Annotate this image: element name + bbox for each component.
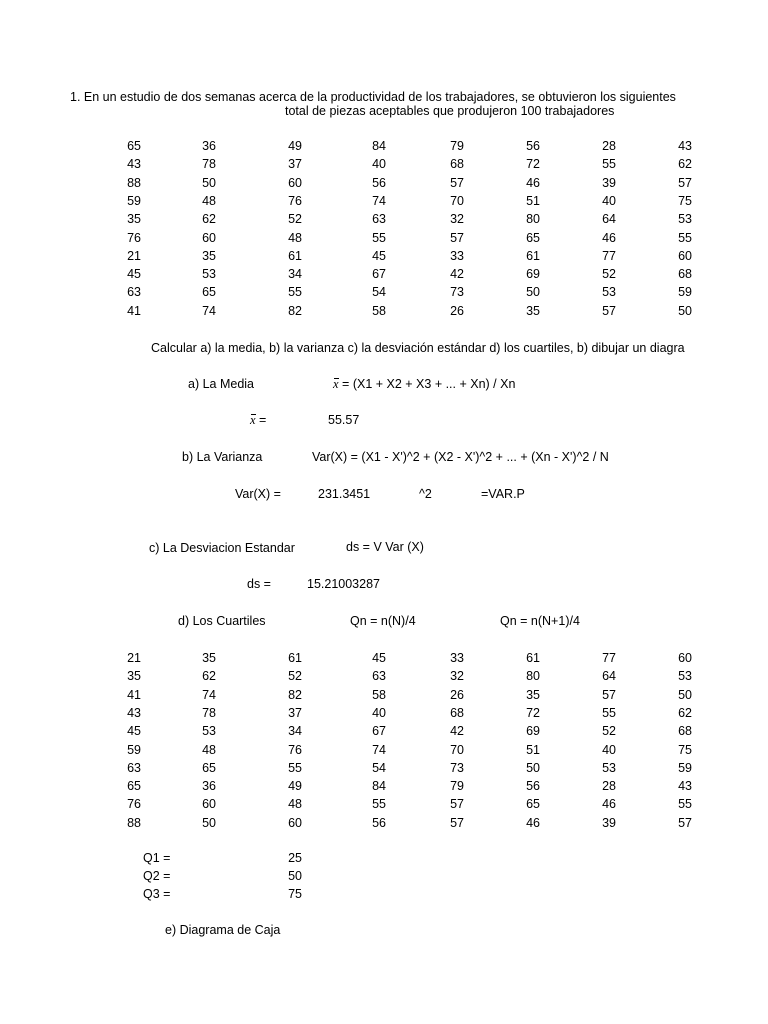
raw-data-cell: 35 [526, 303, 540, 318]
sorted-data-cell: 43 [678, 779, 692, 794]
raw-data-cell: 76 [127, 230, 141, 245]
sorted-data-cell: 69 [526, 724, 540, 739]
raw-data-cell: 34 [288, 267, 302, 282]
raw-data-cell: 50 [678, 303, 692, 318]
desviacion-formula: ds = V Var (X) [346, 540, 424, 554]
raw-data-cell: 35 [127, 212, 141, 227]
raw-data-cell: 50 [526, 285, 540, 300]
desviacion-result-label: ds = [247, 577, 271, 591]
sorted-data-cell: 34 [288, 724, 302, 739]
raw-data-cell: 43 [127, 157, 141, 172]
raw-data-cell: 21 [127, 248, 141, 263]
raw-data-cell: 68 [678, 267, 692, 282]
media-result-label [250, 413, 266, 428]
sorted-data-cell: 43 [127, 705, 141, 720]
raw-data-cell: 45 [372, 248, 386, 263]
raw-data-cell: 32 [450, 212, 464, 227]
raw-data-cell: 69 [526, 267, 540, 282]
raw-data-cell: 48 [202, 193, 216, 208]
sorted-data-cell: 50 [526, 760, 540, 775]
raw-data-cell: 52 [288, 212, 302, 227]
sorted-data-cell: 55 [288, 760, 302, 775]
sorted-data-cell: 46 [602, 797, 616, 812]
sorted-data-cell: 50 [678, 687, 692, 702]
sorted-data-cell: 59 [678, 760, 692, 775]
sorted-data-cell: 68 [450, 705, 464, 720]
raw-data-cell: 82 [288, 303, 302, 318]
sorted-data-cell: 67 [372, 724, 386, 739]
sorted-data-cell: 60 [202, 797, 216, 812]
raw-data-cell: 59 [678, 285, 692, 300]
sorted-data-cell: 65 [127, 779, 141, 794]
sorted-data-cell: 72 [526, 705, 540, 720]
varianza-result-label: Var(X) = [235, 487, 281, 501]
raw-data-cell: 70 [450, 193, 464, 208]
cuartiles-label: d) Los Cuartiles [178, 614, 266, 628]
raw-data-cell: 73 [450, 285, 464, 300]
raw-data-cell: 36 [202, 139, 216, 153]
raw-data-cell: 40 [602, 193, 616, 208]
cuartiles-formula1: Qn = n(N)/4 [350, 614, 416, 628]
sorted-data-cell: 40 [372, 705, 386, 720]
raw-data-cell: 52 [602, 267, 616, 282]
raw-data-cell: 65 [202, 285, 216, 300]
sorted-data-cell: 35 [202, 651, 216, 665]
sorted-data-cell: 70 [450, 742, 464, 757]
sorted-data-cell: 57 [602, 687, 616, 702]
sorted-data-cell: 57 [678, 815, 692, 830]
sorted-data-cell: 63 [372, 669, 386, 684]
raw-data-cell: 65 [526, 230, 540, 245]
quartile-label: Q3 = [143, 887, 171, 901]
raw-data-cell: 45 [127, 267, 141, 282]
raw-data-cell: 63 [127, 285, 141, 300]
raw-data-cell: 84 [372, 139, 386, 153]
raw-data-cell: 57 [450, 175, 464, 190]
sorted-data-cell: 84 [372, 779, 386, 794]
sorted-data-cell: 55 [372, 797, 386, 812]
sorted-data-cell: 33 [450, 651, 464, 665]
sorted-data-cell: 88 [127, 815, 141, 830]
media-formula [333, 377, 515, 392]
raw-data-cell: 56 [526, 139, 540, 153]
sorted-data-cell: 62 [202, 669, 216, 684]
problem-intro-line2: total de piezas aceptables que produjeron 100 trabajadores [285, 104, 615, 118]
sorted-data-cell: 52 [288, 669, 302, 684]
raw-data-cell: 42 [450, 267, 464, 282]
desviacion-label: c) La Desviacion Estandar [149, 541, 295, 555]
raw-data-cell: 37 [288, 157, 302, 172]
cuartiles-formula2: Qn = n(N+1)/4 [500, 614, 580, 628]
raw-data-cell: 51 [526, 193, 540, 208]
raw-data-cell: 74 [372, 193, 386, 208]
raw-data-cell: 54 [372, 285, 386, 300]
raw-data-cell: 55 [602, 157, 616, 172]
sorted-data-cell: 60 [288, 815, 302, 830]
raw-data-cell: 43 [678, 139, 692, 153]
raw-data-cell: 67 [372, 267, 386, 282]
raw-data-cell: 55 [372, 230, 386, 245]
raw-data-cell: 55 [678, 230, 692, 245]
raw-data-cell: 58 [372, 303, 386, 318]
sorted-data-cell: 65 [202, 760, 216, 775]
raw-data-cell: 57 [602, 303, 616, 318]
sorted-data-cell: 64 [602, 669, 616, 684]
sorted-data-cell: 73 [450, 760, 464, 775]
raw-data-cell: 77 [602, 248, 616, 263]
sorted-data-cell: 53 [202, 724, 216, 739]
sorted-data-cell: 68 [678, 724, 692, 739]
raw-data-cell: 53 [678, 212, 692, 227]
sorted-data-cell: 32 [450, 669, 464, 684]
sorted-data-cell: 48 [288, 797, 302, 812]
varianza-result: 231.3451 [318, 487, 371, 501]
sorted-data-cell: 74 [372, 742, 386, 757]
raw-data-cell: 74 [202, 303, 216, 318]
varianza-formula: Var(X) = (X1 - X')^2 + (X2 - X')^2 + ... + (Xn - X')^2 / N [312, 450, 609, 464]
raw-data-cell: 57 [450, 230, 464, 245]
raw-data-cell: 53 [202, 267, 216, 282]
raw-data-cell: 65 [127, 139, 141, 153]
sorted-data-cell: 52 [602, 724, 616, 739]
raw-data-cell: 53 [602, 285, 616, 300]
sorted-data-cell: 74 [202, 687, 216, 702]
sorted-data-cell: 58 [372, 687, 386, 702]
sorted-data-cell: 62 [678, 705, 692, 720]
raw-data-cell: 35 [202, 248, 216, 263]
raw-data-cell: 39 [602, 175, 616, 190]
raw-data-cell: 57 [678, 175, 692, 190]
diagrama-label: e) Diagrama de Caja [165, 923, 281, 937]
raw-data-cell: 78 [202, 157, 216, 172]
sorted-data-cell: 59 [127, 742, 141, 757]
raw-data-cell: 55 [288, 285, 302, 300]
raw-data-cell: 61 [288, 248, 302, 263]
quartile-value: 75 [288, 887, 302, 901]
raw-data-cell: 33 [450, 248, 464, 263]
sorted-data-cell: 45 [372, 651, 386, 665]
raw-data-cell: 41 [127, 303, 141, 318]
raw-data-cell: 62 [678, 157, 692, 172]
sorted-data-cell: 80 [526, 669, 540, 684]
raw-data-cell: 80 [526, 212, 540, 227]
sorted-data-cell: 60 [678, 651, 692, 665]
sorted-data-cell: 36 [202, 779, 216, 794]
raw-data-cell: 49 [288, 139, 302, 153]
sorted-data-cell: 41 [127, 687, 141, 702]
sorted-data-cell: 57 [450, 815, 464, 830]
raw-data-cell: 63 [372, 212, 386, 227]
sorted-data-cell: 55 [678, 797, 692, 812]
varianza-power: ^2 [419, 487, 432, 501]
sorted-data-cell: 26 [450, 687, 464, 702]
raw-data-cell: 60 [288, 175, 302, 190]
sorted-data-cell: 40 [602, 742, 616, 757]
raw-data-cell: 60 [202, 230, 216, 245]
raw-data-cell: 60 [678, 248, 692, 263]
sorted-data-cell: 76 [127, 797, 141, 812]
quartile-value: 50 [288, 869, 302, 883]
raw-data-cell: 68 [450, 157, 464, 172]
raw-data-cell: 88 [127, 175, 141, 190]
sorted-data-cell: 21 [127, 651, 141, 665]
mean-symbol-result: x [250, 413, 256, 427]
raw-data-cell: 61 [526, 248, 540, 263]
media-label: a) La Media [188, 377, 255, 391]
raw-data-cell: 72 [526, 157, 540, 172]
media-result-eq: = [259, 413, 267, 427]
sorted-data-cell: 54 [372, 760, 386, 775]
media-result: 55.57 [328, 413, 360, 427]
sorted-data-cell: 37 [288, 705, 302, 720]
sorted-data-cell: 56 [372, 815, 386, 830]
desviacion-result: 15.21003287 [307, 577, 380, 591]
sorted-data-cell: 78 [202, 705, 216, 720]
raw-data-cell: 56 [372, 175, 386, 190]
sorted-data-cell: 55 [602, 705, 616, 720]
raw-data-cell: 48 [288, 230, 302, 245]
sorted-data-cell: 51 [526, 742, 540, 757]
quartile-label: Q1 = [143, 851, 171, 865]
sorted-data-cell: 75 [678, 742, 692, 757]
raw-data-cell: 28 [602, 139, 616, 153]
varianza-function: =VAR.P [481, 487, 525, 501]
raw-data-cell: 75 [678, 193, 692, 208]
sorted-data-cell: 48 [202, 742, 216, 757]
sorted-data-cell: 79 [450, 779, 464, 794]
sorted-data-cell: 53 [602, 760, 616, 775]
mean-symbol: x [333, 377, 339, 391]
sorted-data-cell: 77 [602, 651, 616, 665]
sorted-data-cell: 61 [288, 651, 302, 665]
raw-data-cell: 79 [450, 139, 464, 153]
sorted-data-cell: 46 [526, 815, 540, 830]
raw-data-cell: 50 [202, 175, 216, 190]
raw-data-cell: 76 [288, 193, 302, 208]
sorted-data-cell: 50 [202, 815, 216, 830]
sorted-data-cell: 63 [127, 760, 141, 775]
sorted-data-cell: 39 [602, 815, 616, 830]
media-formula-text: = (X1 + X2 + X3 + ... + Xn) / Xn [342, 377, 516, 391]
sorted-data-cell: 76 [288, 742, 302, 757]
sorted-data-cell: 53 [678, 669, 692, 684]
raw-data-cell: 59 [127, 193, 141, 208]
problem-intro-line1: 1. En un estudio de dos semanas acerca de la productividad de los trabajadores, se obtuvieron los siguientes [70, 90, 676, 104]
raw-data-cell: 26 [450, 303, 464, 318]
varianza-label: b) La Varianza [182, 450, 263, 464]
raw-data-cell: 64 [602, 212, 616, 227]
sorted-data-cell: 45 [127, 724, 141, 739]
quartile-label: Q2 = [143, 869, 171, 883]
sorted-data-cell: 35 [526, 687, 540, 702]
sorted-data-cell: 61 [526, 651, 540, 665]
sorted-data-cell: 56 [526, 779, 540, 794]
raw-data-cell: 46 [602, 230, 616, 245]
sorted-data-cell: 35 [127, 669, 141, 684]
raw-data-cell: 40 [372, 157, 386, 172]
quartile-value: 25 [288, 851, 302, 865]
sorted-data-cell: 49 [288, 779, 302, 794]
sorted-data-cell: 65 [526, 797, 540, 812]
instruction-text: Calcular a) la media, b) la varianza c) la desviación estándar d) los cuartiles, b) dibujar un diagra [151, 341, 685, 355]
sorted-data-cell: 82 [288, 687, 302, 702]
raw-data-cell: 46 [526, 175, 540, 190]
sorted-data-cell: 42 [450, 724, 464, 739]
sorted-data-cell: 28 [602, 779, 616, 794]
raw-data-cell: 62 [202, 212, 216, 227]
sorted-data-cell: 57 [450, 797, 464, 812]
